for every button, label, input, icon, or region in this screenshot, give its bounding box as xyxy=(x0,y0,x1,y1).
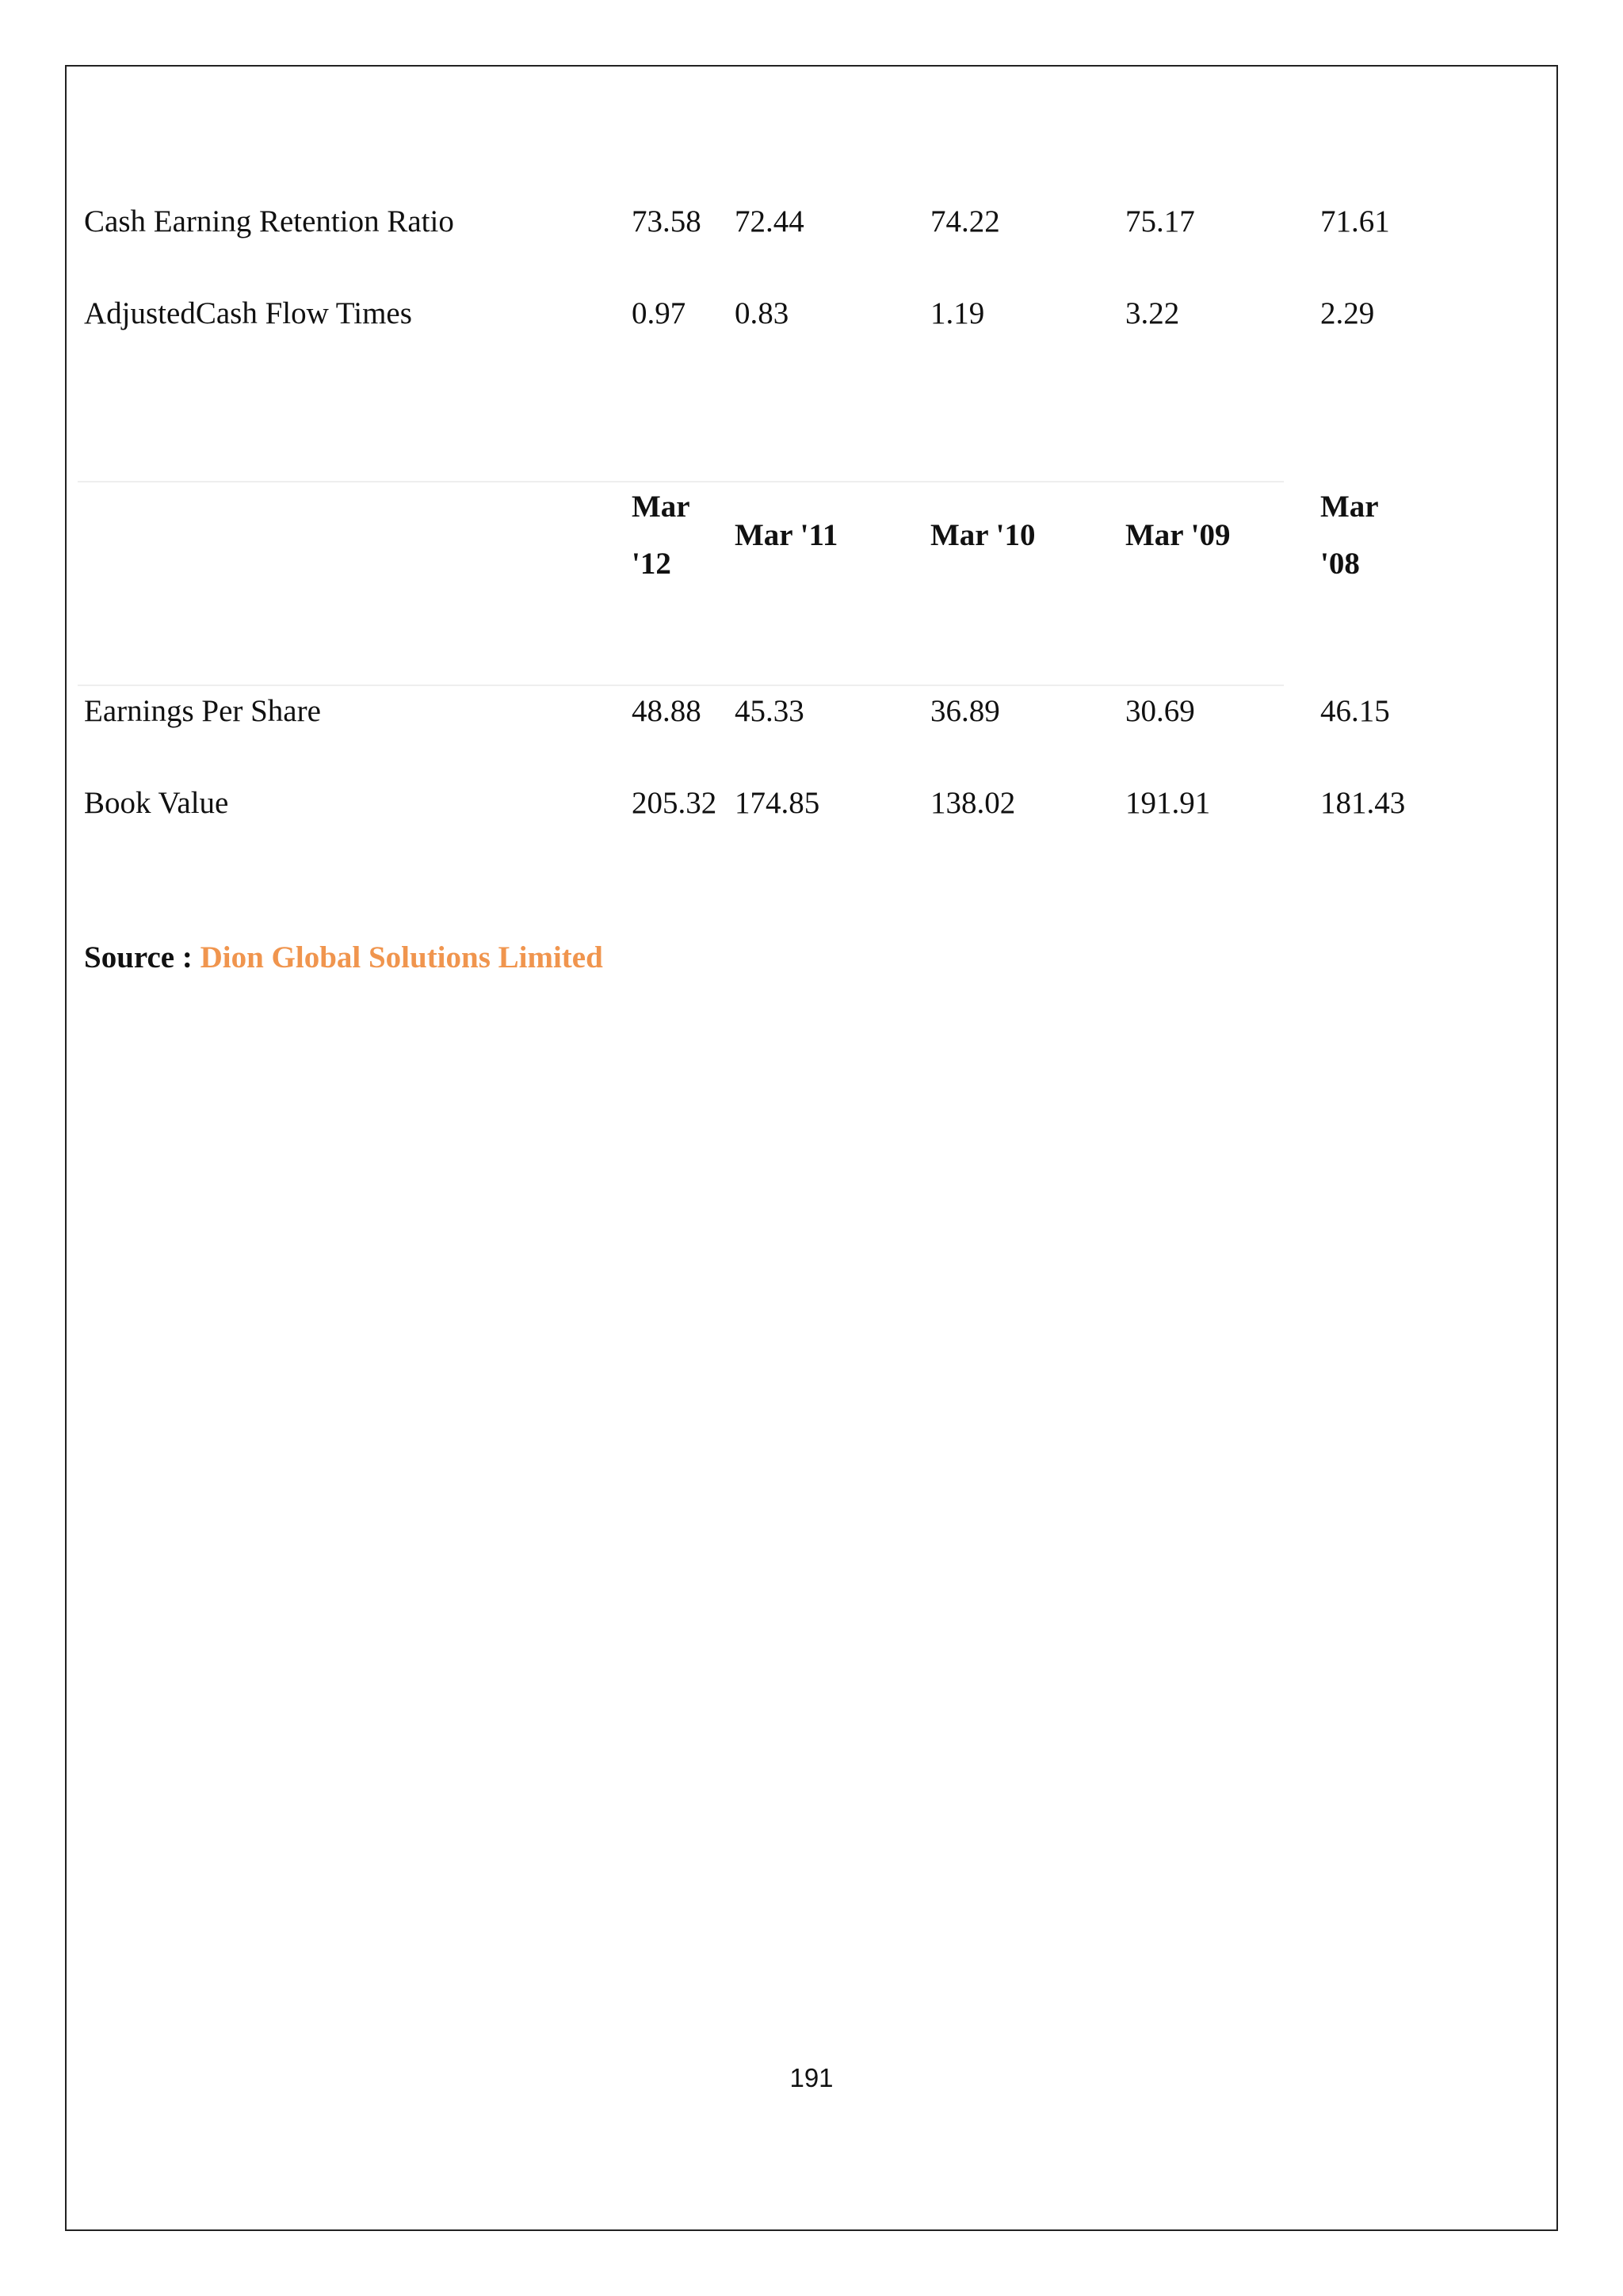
cell-value: 0.83 xyxy=(735,296,789,330)
cell-value: 30.69 xyxy=(1125,694,1195,728)
source-label: Source : xyxy=(84,940,200,974)
cell-value: 36.89 xyxy=(930,694,1000,728)
cell-value: 48.88 xyxy=(632,694,701,728)
page-border xyxy=(65,65,1558,2231)
cell-value: 73.58 xyxy=(632,204,701,238)
cell-value: 0.97 xyxy=(632,296,686,330)
row-label-cash-earning-retention-ratio: Cash Earning Retention Ratio xyxy=(84,204,454,238)
row-label-adjusted-cash-flow-times: AdjustedCash Flow Times xyxy=(84,296,412,330)
cell-value: 72.44 xyxy=(735,204,804,238)
row-label-earnings-per-share: Earnings Per Share xyxy=(84,694,321,728)
column-header-mar-09: Mar '09 xyxy=(1125,518,1231,552)
column-header-mar-10: Mar '10 xyxy=(930,518,1036,552)
page-number: 191 xyxy=(789,2063,834,2092)
cell-value: 46.15 xyxy=(1320,694,1390,728)
cell-value: 45.33 xyxy=(735,694,804,728)
column-header-mar-12: Mar '12 xyxy=(632,490,690,581)
row-label-book-value: Book Value xyxy=(84,786,229,820)
source-link[interactable]: Dion Global Solutions Limited xyxy=(200,940,603,974)
cell-value: 1.19 xyxy=(930,296,985,330)
column-header-mar-08: Mar '08 xyxy=(1320,490,1379,581)
cell-value: 138.02 xyxy=(930,786,1016,820)
cell-value: 181.43 xyxy=(1320,786,1406,820)
cell-value: 3.22 xyxy=(1125,296,1180,330)
cell-value: 75.17 xyxy=(1125,204,1195,238)
cell-value: 2.29 xyxy=(1320,296,1375,330)
source-line xyxy=(84,940,603,975)
cell-value: 205.32 xyxy=(632,786,717,820)
column-header-mar-11: Mar '11 xyxy=(735,518,838,552)
cell-value: 74.22 xyxy=(930,204,1000,238)
header-bottom-rule xyxy=(78,685,1284,686)
cell-value: 71.61 xyxy=(1320,204,1390,238)
cell-value: 174.85 xyxy=(735,786,820,820)
cell-value: 191.91 xyxy=(1125,786,1211,820)
